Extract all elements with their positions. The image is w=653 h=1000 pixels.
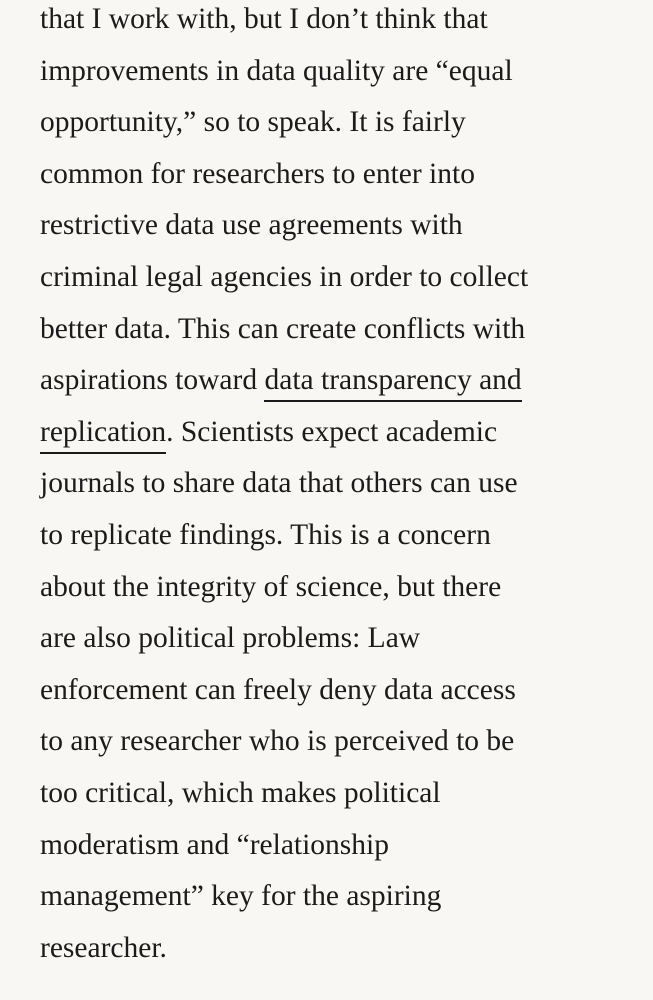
- text-segment: aspirations toward: [40, 364, 265, 397]
- text-line: journals to share data that others can use: [40, 467, 518, 500]
- text-line: about the integrity of science, but there: [40, 570, 502, 603]
- text-line: enforcement can freely deny data access: [40, 673, 516, 706]
- text-line: to any researcher who is perceived to be: [40, 725, 515, 758]
- text-line: restrictive data use agreements with: [40, 209, 463, 242]
- text-line: to replicate findings. This is a concern: [40, 518, 491, 551]
- article-paragraph: [40, 0, 620, 974]
- text-line: are also political problems: Law: [40, 622, 421, 655]
- text-line: too critical, which makes political: [40, 776, 441, 809]
- text-segment: . Scientists expect academic: [166, 415, 498, 448]
- text-line: improvements in data quality are “equal: [40, 54, 513, 87]
- text-line: researcher.: [40, 931, 167, 964]
- text-line: common for researchers to enter into: [40, 157, 475, 190]
- text-line-with-link: [40, 407, 620, 459]
- text-line-with-link: [40, 355, 620, 407]
- data-transparency-link-continued[interactable]: replication: [40, 416, 166, 454]
- text-line: criminal legal agencies in order to collect: [40, 260, 529, 293]
- text-line: moderatism and “relationship: [40, 828, 389, 861]
- text-line: opportunity,” so to speak. It is fairly: [40, 106, 466, 139]
- text-line: that I work with, but I don’t think that: [40, 3, 488, 35]
- data-transparency-link[interactable]: data transparency and: [264, 364, 521, 402]
- text-line: better data. This can create conflicts with: [40, 312, 526, 345]
- text-line: management” key for the aspiring: [40, 880, 442, 913]
